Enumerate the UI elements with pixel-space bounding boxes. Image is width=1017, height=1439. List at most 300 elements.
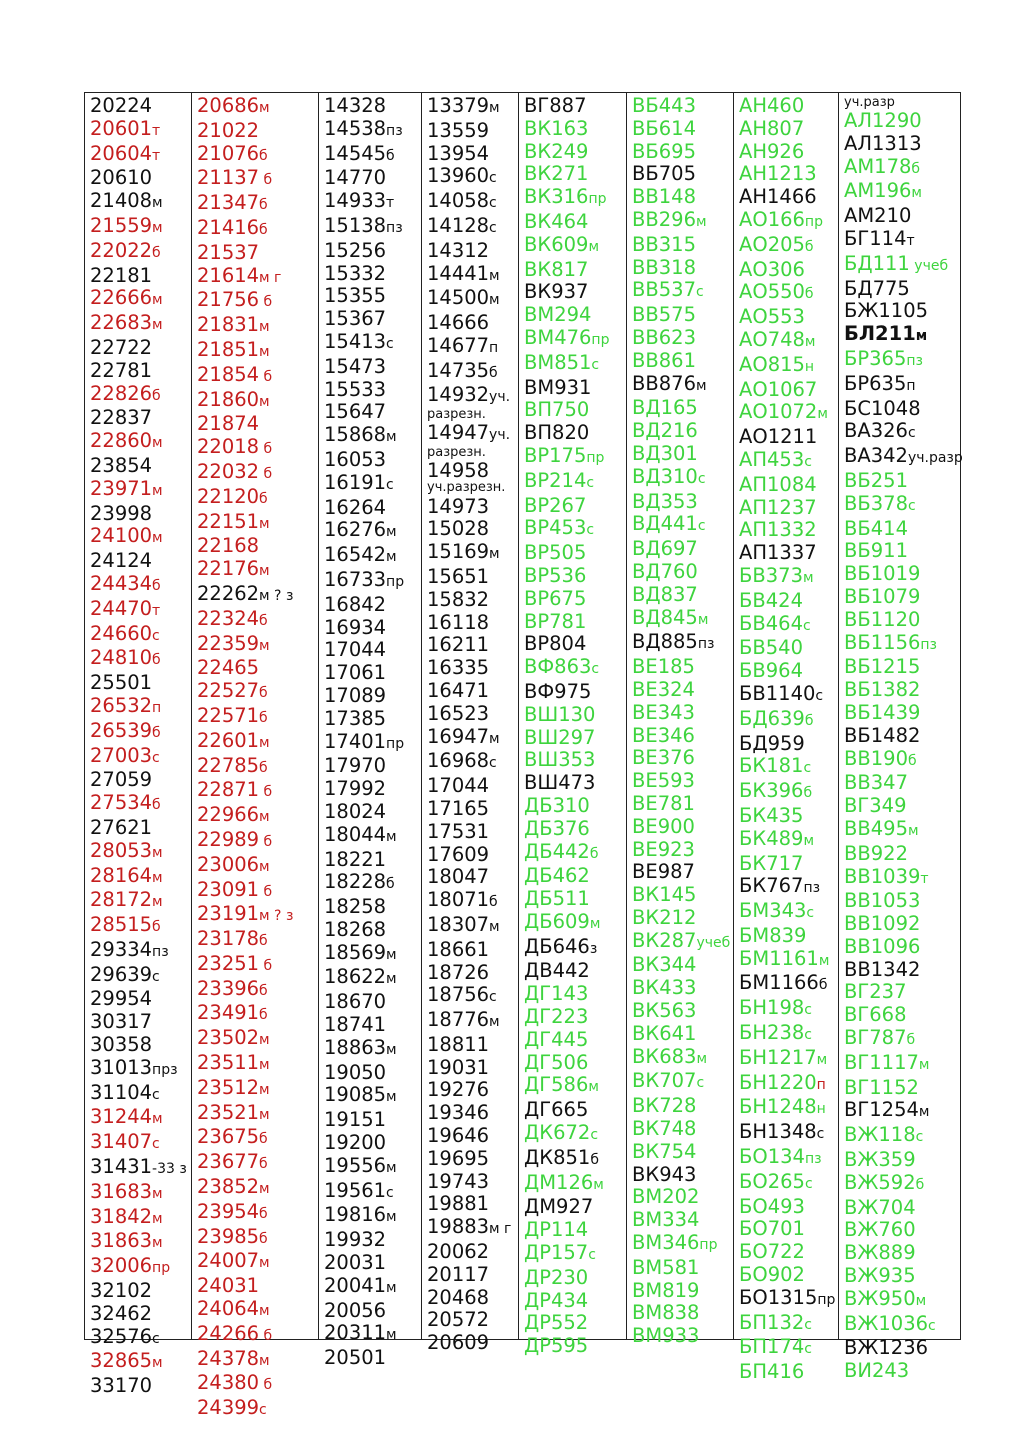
table-cell (739, 1264, 838, 1287)
cell-code: БН198 (739, 996, 805, 1020)
table-cell (632, 373, 733, 398)
cell-code: ДМ927 (524, 1195, 594, 1219)
cell-code: 22465 (197, 656, 260, 680)
table-cell (427, 798, 518, 821)
cell-code: 22826 (90, 381, 153, 405)
table-cell (90, 1082, 191, 1107)
cell-code: 20609 (427, 1331, 490, 1355)
table-cell (324, 708, 421, 731)
table-cell (632, 186, 733, 209)
cell-suffix: пр (586, 449, 605, 466)
cell-code: 30358 (90, 1033, 153, 1057)
table-cell (90, 889, 191, 914)
cell-suffix: м (152, 219, 163, 236)
cell-code: ВБ1120 (844, 607, 921, 631)
table-cell (632, 1000, 733, 1023)
table-cell (324, 167, 421, 190)
cell-code: 22181 (90, 263, 153, 287)
cell-code: АО1067 (739, 377, 818, 401)
cell-code: ВГ1152 (844, 1075, 919, 1099)
cell-code: АО748 (739, 327, 805, 351)
cell-suffix: с (386, 335, 394, 352)
table-cell (739, 925, 838, 948)
cell-suffix: пр (699, 1237, 718, 1254)
table-cell (197, 928, 318, 953)
table-cell (427, 703, 518, 726)
cell-code: 16191 (324, 470, 387, 494)
cell-code: ВЖ118 (844, 1123, 916, 1147)
cell-suffix: т (386, 195, 395, 212)
table-cell (524, 1335, 626, 1358)
table-cell (197, 730, 318, 755)
table-cell (197, 535, 318, 558)
cell-code: ВЕ324 (632, 677, 695, 701)
table-cell (427, 165, 518, 190)
table-cell (739, 497, 838, 520)
cell-code: 14500 (427, 286, 490, 310)
cell-suffix: с (586, 474, 595, 491)
cell-code: 18741 (324, 1013, 387, 1037)
cell-suffix: м (259, 393, 270, 410)
table-cell (739, 306, 838, 329)
cell-code: ВД165 (632, 396, 698, 420)
table-cell (427, 612, 518, 635)
cell-suffix: с (802, 617, 811, 634)
table-cell (90, 1156, 191, 1181)
table-cell (197, 854, 318, 879)
cell-suffix: б (259, 709, 268, 726)
table-cell (739, 1336, 838, 1361)
cell-code: ВВ495 (844, 816, 908, 840)
cell-code: 24380 (197, 1371, 260, 1395)
table-cell (197, 953, 318, 978)
table-cell (739, 637, 838, 660)
cell-suffix: с (907, 497, 916, 514)
cell-code: 16118 (427, 610, 490, 634)
cell-code: ВМ476 (524, 325, 592, 349)
table-cell (844, 563, 956, 586)
table-cell (427, 657, 518, 680)
cell-code: ВШ130 (524, 702, 596, 726)
cell-code: 31244 (90, 1105, 153, 1129)
column-1 (85, 93, 192, 1398)
cell-code: 23954 (197, 1199, 260, 1223)
cell-suffix: с (386, 476, 394, 493)
table-cell (197, 1002, 318, 1027)
table-cell (632, 141, 733, 164)
cell-code: 23251 (197, 951, 260, 975)
cell-code: ВК249 (524, 139, 589, 163)
cell-code: ВК748 (632, 1117, 697, 1141)
cell-suffix: б (804, 238, 814, 255)
table-cell (324, 215, 421, 240)
table-cell (739, 972, 838, 997)
table-cell (197, 1126, 318, 1151)
cell-suffix: б (152, 724, 161, 741)
cell-code: БН238 (739, 1021, 805, 1045)
cell-code: 20056 (324, 1298, 387, 1322)
cell-code: 17385 (324, 706, 387, 730)
cell-code: 14770 (324, 166, 387, 190)
cell-code: ВЕ987 (632, 860, 695, 884)
cell-code: 18726 (427, 960, 490, 984)
table-cell (632, 95, 733, 118)
cell-code: 14441 (427, 261, 490, 285)
table-cell (90, 1181, 191, 1206)
table-cell (324, 801, 421, 824)
cell-suffix: б (259, 1230, 268, 1247)
cell-code: ВМ933 (632, 1324, 700, 1348)
cell-code: 22860 (90, 429, 153, 453)
cell-code: АП1084 (739, 472, 817, 496)
cell-suffix: м (259, 515, 270, 532)
cell-code: 15413 (324, 329, 387, 353)
table-cell (324, 424, 421, 449)
table-cell (739, 590, 838, 613)
cell-code: 17044 (324, 638, 387, 662)
table-cell (632, 513, 733, 538)
cell-code: 20610 (90, 166, 153, 190)
column-4 (422, 93, 519, 1355)
table-cell (632, 1325, 733, 1348)
cell-code: 20572 (427, 1308, 490, 1332)
cell-code: ВЕ900 (632, 814, 695, 838)
cell-code: ВВ190 (844, 746, 908, 770)
table-cell (524, 818, 626, 841)
table-cell (632, 1280, 733, 1303)
cell-code: 19816 (324, 1203, 387, 1227)
table-cell (90, 865, 191, 890)
cell-code: 15473 (324, 354, 387, 378)
cell-code: ВР675 (524, 586, 587, 610)
cell-code: БП416 (739, 1360, 805, 1384)
cell-suffix: п (906, 377, 916, 394)
cell-code: ВМ202 (632, 1185, 700, 1209)
table-cell (524, 517, 626, 542)
cell-suffix: т (906, 232, 915, 249)
cell-code: ДБ310 (524, 793, 590, 817)
cell-suffix: б (259, 982, 268, 999)
table-cell (90, 550, 191, 573)
table-cell (197, 1298, 318, 1323)
table-cell (90, 840, 191, 865)
cell-suffix: б (259, 1205, 268, 1222)
cell-suffix: б (259, 1377, 273, 1394)
cell-code: ВВ1053 (844, 889, 921, 913)
table-cell (844, 518, 956, 541)
table-cell (739, 660, 838, 683)
table-cell (324, 871, 421, 896)
cell-code: ДБ646 (524, 934, 590, 958)
table-cell (427, 263, 518, 288)
table-cell (844, 981, 956, 1004)
cell-code: 29334 (90, 937, 153, 961)
table-cell (427, 821, 518, 844)
cell-suffix: м (588, 238, 600, 255)
cell-code: ВШ353 (524, 748, 596, 772)
table-cell (197, 242, 318, 265)
table-cell (844, 1052, 956, 1077)
cell-code: 16053 (324, 447, 387, 471)
table-cell (324, 755, 421, 778)
cell-suffix: м (818, 952, 830, 969)
cell-code: 29639 (90, 962, 153, 986)
table-cell (90, 383, 191, 408)
table-cell (739, 281, 838, 306)
table-cell (427, 420, 518, 460)
table-cell (739, 354, 838, 379)
cell-code: ВИ243 (844, 1359, 910, 1383)
cell-suffix: м (152, 1111, 163, 1128)
cell-code: ВД760 (632, 559, 698, 583)
cell-suffix: с (591, 356, 600, 373)
cell-code: ВВ1096 (844, 934, 921, 958)
cell-code: 18258 (324, 895, 387, 919)
cell-code: БВ424 (739, 588, 803, 612)
table-cell (844, 1197, 956, 1220)
table-cell (90, 988, 191, 1011)
cell-suffix: б (259, 1007, 268, 1024)
cell-code: ВР214 (524, 468, 587, 492)
cell-code: 28515 (90, 913, 153, 937)
table-cell (524, 865, 626, 888)
table-cell (324, 118, 421, 143)
table-cell (90, 647, 191, 672)
table-cell (427, 1216, 518, 1241)
table-cell (524, 352, 626, 377)
cell-code: БД639 (739, 706, 805, 730)
table-cell (632, 1257, 733, 1280)
cell-suffix: м (386, 828, 397, 845)
cell-suffix: б (259, 490, 268, 507)
cell-suffix: м (804, 333, 816, 350)
cell-code: 22324 (197, 606, 260, 630)
cell-code: ДК851 (524, 1145, 591, 1169)
cell-code: 18307 (427, 912, 490, 936)
cell-code: 22168 (197, 534, 260, 558)
cell-code: ВД310 (632, 464, 698, 488)
cell-code: 24100 (90, 524, 153, 548)
cell-code: ВП750 (524, 398, 590, 422)
table-cell (427, 1102, 518, 1125)
table-cell (427, 962, 518, 985)
cell-code: ВГ1117 (844, 1050, 919, 1074)
table-cell (632, 327, 733, 350)
table-cell (427, 914, 518, 939)
cell-suffix: б (915, 1176, 925, 1193)
cell-code: 22785 (197, 753, 260, 777)
table-cell (632, 397, 733, 420)
table-cell (197, 217, 318, 242)
cell-code: ВЖ592 (844, 1170, 916, 1194)
table-cell (324, 617, 421, 640)
cell-code: 23521 (197, 1100, 260, 1124)
cell-suffix: м (915, 328, 928, 345)
table-cell (197, 583, 318, 608)
table-cell (427, 1125, 518, 1148)
table-cell (90, 1034, 191, 1057)
table-cell (197, 436, 318, 461)
cell-code: 22722 (90, 335, 153, 359)
cell-suffix: м (803, 832, 815, 849)
cell-suffix: з (589, 940, 598, 957)
table-cell (524, 163, 626, 186)
table-cell (524, 1052, 626, 1075)
cell-code: 32006 (90, 1254, 153, 1278)
cell-code: ВВ1092 (844, 912, 921, 936)
table-cell (739, 853, 838, 876)
cell-suffix: м (259, 1303, 270, 1320)
table-cell (739, 708, 838, 733)
table-cell (324, 1204, 421, 1229)
table-cell (844, 1242, 956, 1265)
table-cell (739, 1022, 838, 1047)
cell-code: 16733 (324, 567, 387, 591)
cell-code: 14933 (324, 189, 387, 213)
cell-code: БМ343 (739, 899, 807, 923)
table-cell (90, 964, 191, 989)
table-cell (427, 215, 518, 240)
cell-code: ВК728 (632, 1094, 697, 1118)
cell-code: ВК707 (632, 1069, 697, 1093)
cell-code: 14973 (427, 494, 490, 518)
table-cell (324, 95, 421, 118)
table-cell (324, 1180, 421, 1205)
cell-code: ВШ473 (524, 771, 596, 795)
cell-suffix: с (489, 170, 497, 187)
table-cell (632, 1046, 733, 1071)
table-cell (524, 795, 626, 818)
cell-suffix: пз (906, 352, 923, 369)
table-cell (739, 426, 838, 449)
cell-code: 18670 (324, 990, 387, 1014)
table-cell (844, 679, 956, 702)
cell-code: ВЕ346 (632, 723, 695, 747)
cell-code: ВК609 (524, 232, 589, 256)
cell-code: БД775 (844, 276, 910, 300)
table-cell (427, 382, 518, 422)
cell-code: ВК683 (632, 1044, 697, 1068)
cell-code: 27003 (90, 743, 153, 767)
table-cell (524, 259, 626, 282)
table-cell (632, 631, 733, 656)
cell-code: 24660 (90, 621, 153, 645)
table-cell (427, 589, 518, 612)
table-cell (632, 257, 733, 280)
table-cell (844, 1265, 956, 1288)
table-cell (844, 748, 956, 773)
table-cell (524, 704, 626, 727)
table-cell (524, 470, 626, 495)
cell-code: БД111 (844, 251, 910, 275)
cell-suffix: м (152, 435, 163, 452)
cell-code: АМ196 (844, 179, 912, 203)
table-cell (844, 1337, 956, 1360)
table-cell (427, 866, 518, 889)
cell-code: 20224 (90, 94, 153, 117)
table-cell (632, 793, 733, 816)
cell-suffix: с (804, 453, 812, 470)
table-cell (90, 623, 191, 648)
cell-code: 22571 (197, 703, 260, 727)
cell-suffix: м (259, 100, 270, 116)
cell-suffix: м (489, 100, 500, 116)
table-cell (197, 705, 318, 730)
cell-suffix: п (489, 339, 499, 356)
cell-suffix: б (259, 172, 273, 189)
cell-code: АО1072 (739, 400, 818, 424)
table-cell (739, 186, 838, 209)
table-cell (524, 588, 626, 611)
table-cell (197, 1201, 318, 1226)
cell-code: ДР595 (524, 1334, 589, 1358)
cell-suffix: б (152, 387, 161, 404)
cell-suffix: м (152, 1210, 163, 1227)
cell-suffix: п (152, 699, 162, 716)
table-cell (324, 1275, 421, 1300)
cell-code: 15651 (427, 564, 490, 588)
cell-code: ВМ346 (632, 1231, 700, 1255)
table-cell (739, 118, 838, 141)
cell-code: 20601 (90, 116, 153, 140)
cell-code: АО553 (739, 305, 805, 329)
table-cell (524, 727, 626, 750)
cell-code: 19556 (324, 1153, 387, 1177)
cell-code: ВЖ935 (844, 1264, 916, 1288)
table-cell (90, 215, 191, 240)
cell-suffix: м г (489, 1221, 512, 1238)
cell-suffix: пз (920, 636, 937, 653)
cell-suffix: м (489, 1014, 500, 1031)
table-cell (524, 960, 626, 983)
table-cell (197, 461, 318, 486)
table-cell (739, 755, 838, 780)
table-cell (844, 323, 956, 348)
cell-code: 31431 (90, 1155, 153, 1179)
table-cell (197, 1151, 318, 1176)
table-cell (324, 401, 421, 424)
cell-code: 18811 (427, 1032, 490, 1056)
table-cell (844, 278, 956, 301)
table-cell (739, 1047, 838, 1072)
cell-code: ВР267 (524, 493, 587, 517)
cell-suffix: м (386, 1159, 397, 1176)
table-cell (197, 829, 318, 854)
cell-code: БН1220 (739, 1070, 817, 1094)
cell-code: ВВ922 (844, 841, 908, 865)
cell-code: 21860 (197, 387, 260, 411)
cell-code: БО1315 (739, 1285, 818, 1309)
cell-suffix: м (152, 844, 163, 861)
table-cell (427, 1264, 518, 1287)
table-cell (524, 841, 626, 866)
cell-code: ДМ126 (524, 1170, 594, 1194)
cell-code: ВБ695 (632, 139, 696, 163)
cell-code: 22683 (90, 311, 153, 335)
cell-suffix: м (259, 734, 270, 751)
table-cell (524, 1006, 626, 1029)
cell-code: ДР157 (524, 1241, 589, 1265)
cell-suffix: м (259, 1106, 270, 1123)
table-cell (90, 914, 191, 939)
cell-suffix: с (915, 1129, 924, 1146)
table-cell (427, 190, 518, 215)
cell-code: 17061 (324, 661, 387, 685)
cell-code: ВБ1156 (844, 630, 921, 654)
cell-code: БВ373 (739, 563, 803, 587)
cell-code: ВБ378 (844, 491, 908, 515)
table-cell (632, 884, 733, 907)
